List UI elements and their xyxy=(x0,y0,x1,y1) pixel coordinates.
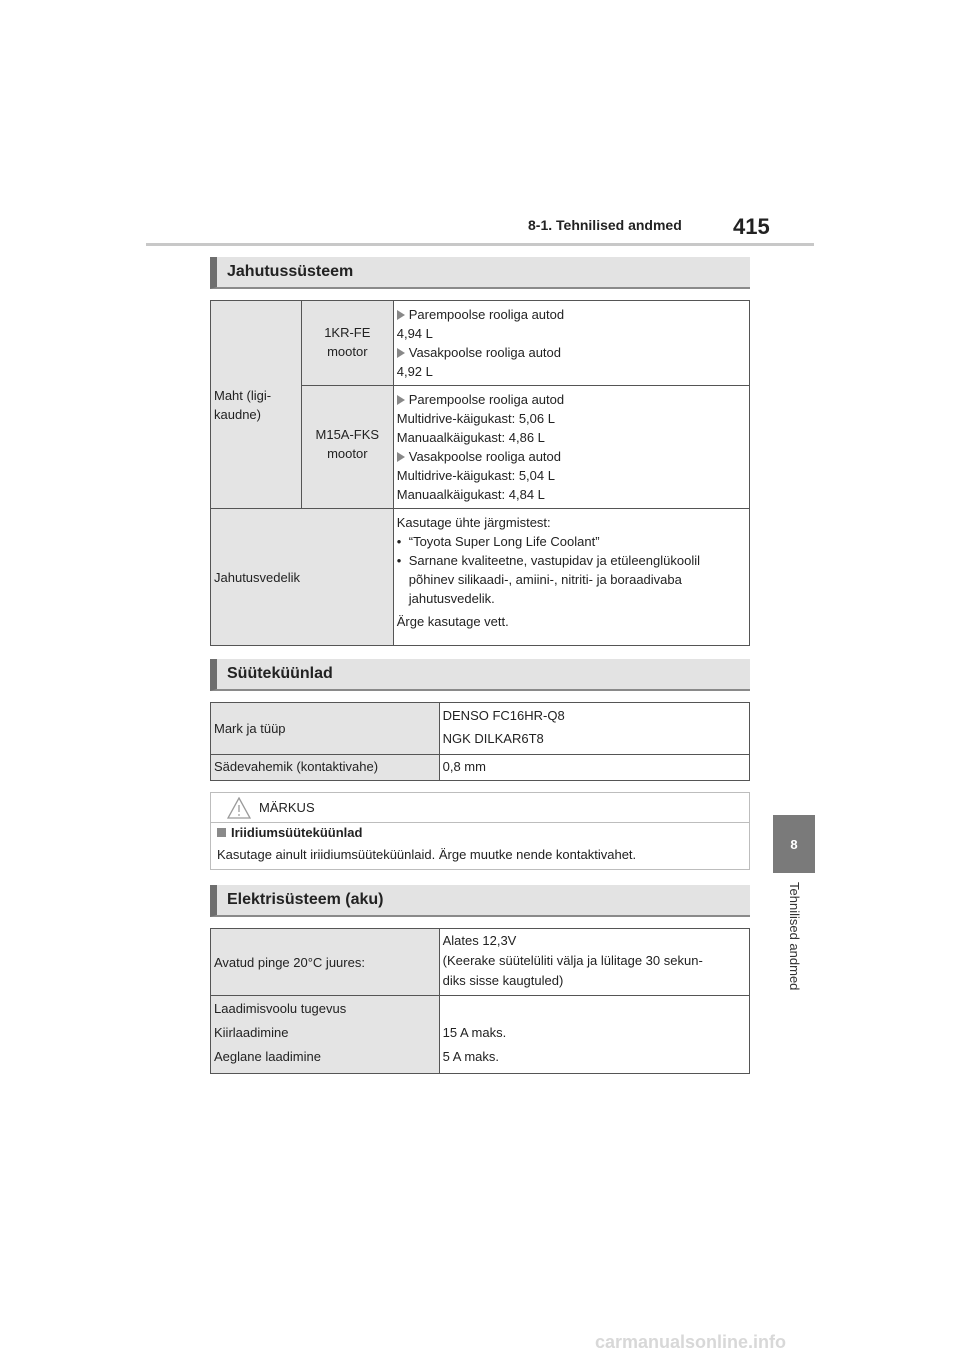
chapter-side-label-text: Tehnilised andmed xyxy=(787,882,802,991)
capacity-label: Maht (ligi- kaudne) xyxy=(211,301,302,509)
table-row xyxy=(211,509,750,646)
electric-section-heading xyxy=(210,885,750,917)
header-divider xyxy=(146,243,814,246)
make-type-label: Mark ja tüüp xyxy=(211,703,440,755)
bullet-icon: • xyxy=(396,553,402,568)
arrow-right-icon xyxy=(397,395,405,405)
chapter-tab[interactable]: 8 xyxy=(773,815,815,873)
table-row xyxy=(211,996,750,1074)
voltage-value: Alates 12,3V (Keerake süütelüliti välja ja lülitage 30 sekun- diks sisse kaugtuled) xyxy=(439,929,749,996)
arrow-right-icon xyxy=(397,310,405,320)
coolant-label: Jahutusvedelik xyxy=(211,509,394,646)
engine-m15a-values: Parempoolse rooliga autod Multidrive-käigukast: 5,06 L Manuaalkäigukast: 4,86 L Vasakpoolse rooliga autod Multidrive-käigukast: 5,04 L Manuaalkäigukast: 4,84 L xyxy=(393,386,749,509)
note-header xyxy=(211,793,749,823)
bullet-icon: • xyxy=(396,534,402,549)
cooling-section-title: Jahutussüsteem xyxy=(227,263,354,280)
gap-value: 0,8 mm xyxy=(439,755,749,781)
make-type-values: DENSO FC16HR-Q8 NGK DILKAR6T8 xyxy=(439,703,749,755)
note-heading: Iriidiumsüüteküünlad xyxy=(231,825,363,840)
table-row xyxy=(211,755,750,781)
page-number: 415 xyxy=(733,214,770,239)
charge-labels: Laadimisvoolu tugevus Kiirlaadimine Aeglane laadimine xyxy=(211,996,440,1074)
square-bullet-icon xyxy=(217,828,226,837)
table-row xyxy=(211,929,750,996)
engine-1kr-label: 1KR-FE mootor xyxy=(301,301,393,386)
chapter-side-label xyxy=(784,882,804,1012)
warning-icon xyxy=(227,797,251,819)
section-header: 8-1. Tehnilised andmed xyxy=(528,217,682,233)
coolant-values: Kasutage ühte järgmistest: • “Toyota Super Long Life Coolant” • Sarnane kvaliteetne, vastupidav ja etüleenglükoolil põhinev silikaadi-, amiini-, nitriti- ja boraadivaba jahutusvedelik. Ärge kasutage vett. xyxy=(393,509,749,646)
voltage-label: Avatud pinge 20°C juures: xyxy=(211,929,440,996)
table-row xyxy=(211,301,750,386)
cooling-section-heading xyxy=(210,257,750,289)
cooling-table xyxy=(210,300,750,646)
arrow-right-icon xyxy=(397,452,405,462)
electric-section-title: Elektrisüsteem (aku) xyxy=(227,891,384,908)
note-text: Kasutage ainult iriidiumsüüteküünlaid. Ärge muutke nende kontaktivahet. xyxy=(217,847,637,862)
watermark: carmanualsonline.info xyxy=(595,1332,787,1352)
arrow-right-icon xyxy=(397,348,405,358)
engine-1kr-values: Parempoolse rooliga autod 4,94 L Vasakpoolse rooliga autod 4,92 L xyxy=(393,301,749,386)
electric-table xyxy=(210,928,750,1074)
spark-section-title: Süüteküünlad xyxy=(227,665,333,682)
note-title: MÄRKUS xyxy=(259,800,315,815)
engine-m15a-label: M15A-FKS mootor xyxy=(301,386,393,509)
gap-label: Sädevahemik (kontaktivahe) xyxy=(211,755,440,781)
charge-values: 15 A maks. 5 A maks. xyxy=(439,996,749,1074)
table-row xyxy=(211,703,750,755)
note-box xyxy=(210,792,750,870)
spark-table xyxy=(210,702,750,781)
spark-section-heading xyxy=(210,659,750,691)
